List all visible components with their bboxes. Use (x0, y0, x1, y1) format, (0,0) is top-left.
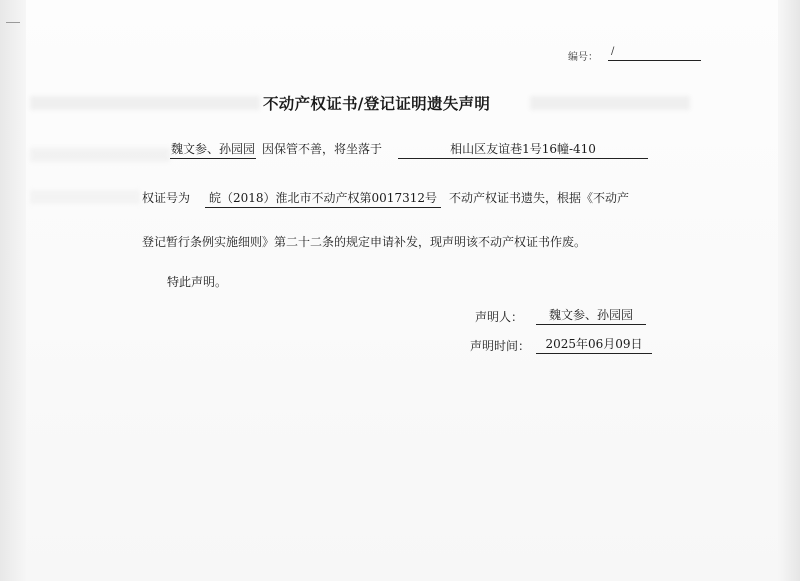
declaration-date-field: 2025年06月09日 (536, 336, 652, 354)
closing-statement: 特此声明。 (167, 275, 228, 289)
declaration-date-label: 声明时间： (470, 339, 531, 353)
scan-mark (6, 22, 20, 23)
location-field: 相山区友谊巷1号16幢-410 (398, 141, 648, 159)
certificate-number-field: 皖（2018）淮北市不动产权第0017312号 (205, 190, 441, 208)
declarant-field: 魏文参、孙园园 (536, 307, 646, 325)
scan-edge-right (778, 0, 800, 581)
serial-label: 编号： (568, 52, 598, 63)
bleed-through-shadow (530, 96, 690, 110)
body-text-line-1: 因保管不善，将坐落于 (262, 142, 383, 156)
body-text-line-2a: 权证号为 (142, 191, 191, 205)
bleed-through-shadow (30, 96, 260, 110)
body-text-line-3: 登记暂行条例实施细则》第二十二条的规定申请补发，现声明该不动产权证书作废。 (142, 235, 587, 249)
scan-edge-left (0, 0, 26, 581)
serial-number-field: / (608, 46, 701, 61)
owners-field: 魏文参、孙园园 (170, 141, 256, 159)
declarant-label: 声明人： (475, 310, 524, 324)
bleed-through-shadow (30, 148, 170, 162)
body-text-line-2b: 不动产权证书遗失，根据《不动产 (449, 191, 630, 205)
bleed-through-shadow (30, 190, 140, 204)
document-title: 不动产权证书/登记证明遗失声明 (263, 94, 491, 113)
